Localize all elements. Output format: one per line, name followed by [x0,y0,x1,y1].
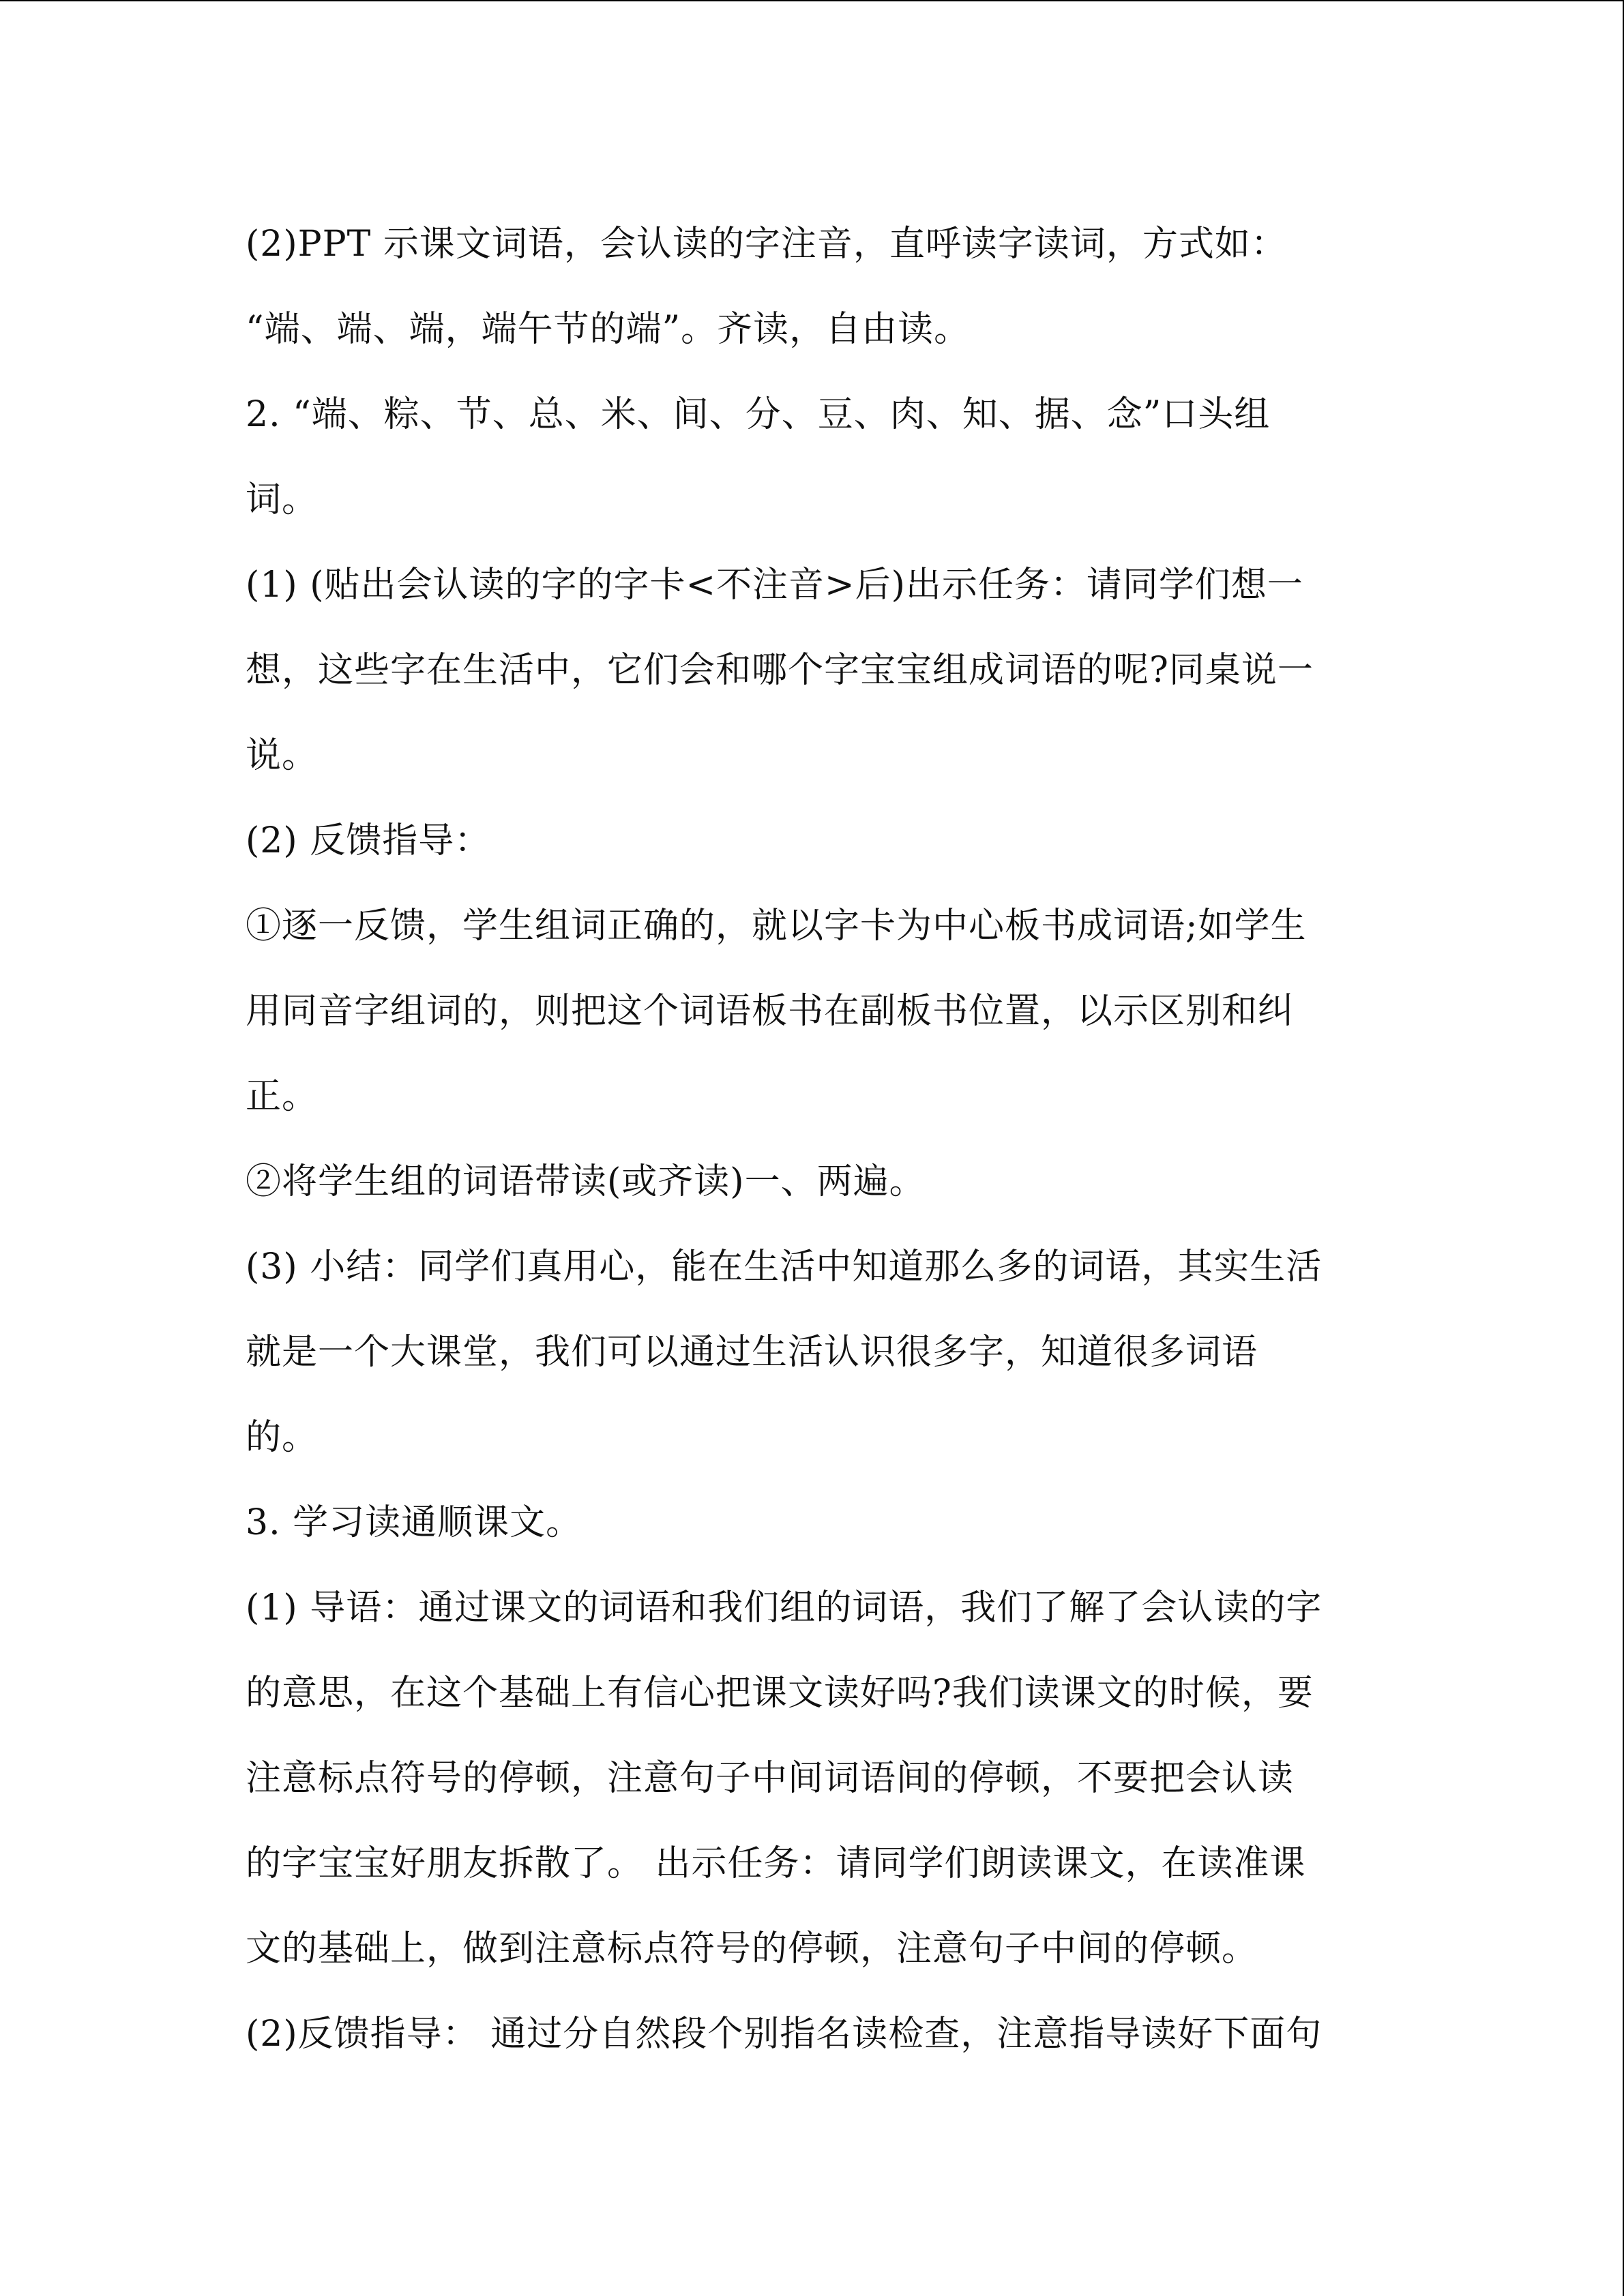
text-line: ①逐一反馈，学生组词正确的，就以字卡为中心板书成词语;如学生 [246,906,1307,946]
text-line: 2. “端、粽、节、总、米、间、分、豆、肉、知、据、念”口头组 [246,394,1271,435]
text-line: 的字宝宝好朋友拆散了。 出示任务：请同学们朗读课文，在读准课 [246,1843,1306,1884]
text-line: 文的基础上，做到注意标点符号的停顿，注意句子中间的停顿。 [246,1928,1258,1969]
text-line: 正。 [246,1076,319,1117]
text-line: (2)PPT 示课文词语，会认读的字注音，直呼读字读词，方式如： [246,224,1287,265]
text-line: (2) 反馈指导： [246,820,491,861]
text-line: ②将学生组的词语带读(或齐读)一、两遍。 [246,1161,926,1202]
text-line: (2)反馈指导： 通过分自然段个别指名读检查，注意指导读好下面句 [246,2014,1323,2055]
text-line: (1) (贴出会认读的字的字卡<不注音>后)出示任务：请同学们想一 [246,565,1303,606]
text-line: (1) 导语：通过课文的词语和我们组的词语，我们了解了会认读的字 [246,1587,1323,1628]
page-border-top [0,0,1624,1]
text-line: 3. 学习读通顺课文。 [246,1502,582,1543]
text-line: 注意标点符号的停顿，注意句子中间词语间的停顿，不要把会认读 [246,1758,1295,1799]
text-line: 想，这些字在生活中，它们会和哪个字宝宝组成词语的呢?同桌说一 [246,650,1314,691]
text-line: 的意思，在这个基础上有信心把课文读好吗?我们读课文的时候，要 [246,1673,1314,1714]
text-line: 词。 [246,479,319,520]
text-line: 的。 [246,1417,319,1458]
text-line: (3) 小结：同学们真用心，能在生活中知道那么多的词语，其实生活 [246,1247,1323,1287]
text-line: 用同音字组词的，则把这个词语板书在副板书位置，以示区别和纠 [246,991,1295,1032]
text-line: 说。 [246,735,319,776]
text-line: “端、端、端，端午节的端”。齐读，自由读。 [246,309,971,350]
text-line: 就是一个大课堂，我们可以通过生活认识很多字，知道很多词语 [246,1332,1258,1373]
document-body [246,202,1378,2077]
